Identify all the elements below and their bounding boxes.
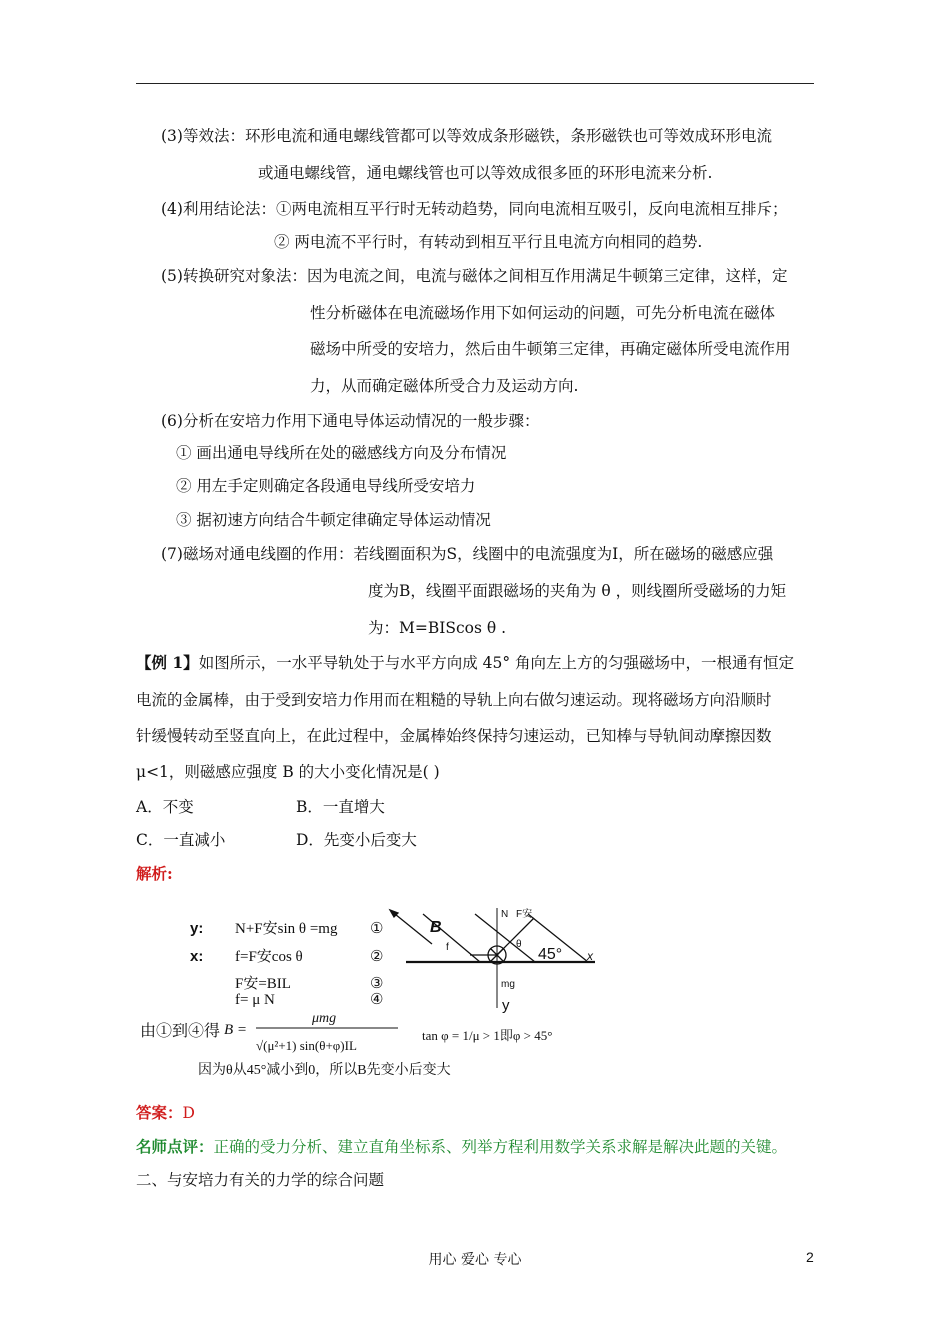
text-line: 或通电螺线管，通电螺线管也可以等效成很多匝的环形电流来分析.	[258, 164, 713, 182]
text-line: 磁场中所受的安培力，然后由牛顿第三定律，再确定磁体所受电流作用	[310, 340, 791, 358]
fig-n4: ④	[370, 992, 384, 1008]
fig-eq2: f=F安cos θ	[235, 949, 303, 965]
option-c: C．一直减小	[136, 831, 226, 849]
diagram-y: y	[502, 997, 510, 1014]
fig-conclusion: 因为θ从45°减小到0，所以B先变小后变大	[198, 1063, 451, 1078]
solution-figure	[140, 900, 640, 1090]
comment-text: 正确的受力分析、建立直角坐标系、列举方程利用数学关系求解是解决此题的关键。	[213, 1138, 788, 1156]
fig-denominator: √(μ²+1) sin(θ+φ)IL	[256, 1038, 357, 1053]
fig-n1: ①	[370, 921, 384, 937]
force-diagram	[390, 908, 595, 1008]
diagram-theta: θ	[516, 939, 522, 950]
text-line: ① 画出通电导线所在处的磁感线方向及分布情况	[176, 444, 507, 462]
diagram-F: F安	[516, 909, 533, 920]
fig-b-eq: B =	[224, 1022, 248, 1038]
comment-label: 名师点评：	[136, 1137, 214, 1156]
text-line: 性分析磁体在电流磁场作用下如何运动的问题，可先分析电流在磁体	[310, 304, 776, 322]
analysis-label: 解析:	[136, 864, 173, 883]
option-b: B．一直增大	[296, 798, 385, 816]
text-line: 度为B，线圈平面跟磁场的夹角为 θ ，则线圈所受磁场的力矩	[368, 582, 787, 600]
diagram-mg: mg	[501, 979, 515, 990]
diagram-x: x	[587, 949, 593, 963]
fig-x-label: x:	[190, 948, 204, 965]
example-text: 如图所示，一水平导轨处于与水平方向成 45° 角向左上方的匀强磁场中，一根通有恒定	[198, 654, 795, 672]
fig-eq3: F安=BIL	[235, 976, 291, 992]
option-d: D．先变小后变大	[296, 831, 417, 849]
example-label: 【例 1】	[136, 653, 199, 672]
text-line: (6)分析在安培力作用下通电导体运动情况的一般步骤：	[161, 412, 540, 430]
diagram-B: B	[430, 919, 442, 936]
diagram-f: f	[446, 942, 449, 953]
diagram-45: 45°	[538, 946, 563, 963]
example-line-3: 针缓慢转动至竖直向上，在此过程中，金属棒始终保持匀速运动，已知棒与导轨间动摩擦因数	[136, 727, 772, 745]
fig-n3: ③	[370, 976, 384, 992]
fig-y-label: y:	[190, 920, 204, 937]
comment-line	[136, 1137, 787, 1157]
example-line-1	[136, 653, 794, 673]
fig-eq4: f= μ N	[235, 992, 275, 1008]
answer-label: 答案：	[136, 1103, 183, 1122]
text-line: (3)等效法：环形电流和通电螺线管都可以等效成条形磁铁，条形磁铁也可等效成环形电流	[161, 127, 772, 145]
section-heading: 二、与安培力有关的力学的综合问题	[136, 1171, 385, 1189]
header-rule	[136, 83, 814, 84]
fig-from: 由①到④得	[140, 1023, 221, 1040]
text-line: ③ 据初速方向结合牛顿定律确定导体运动情况	[176, 511, 491, 529]
example-line-4: μ<1，则磁感应强度 B 的大小变化情况是( )	[136, 763, 440, 781]
diagram-N: N	[501, 909, 509, 920]
fig-eq1: N+F安sin θ =mg	[235, 921, 338, 937]
example-line-2: 电流的金属棒，由于受到安培力作用而在粗糙的导轨上向右做匀速运动。现将磁场方向沿顺时	[136, 691, 772, 709]
text-line: 为：M=BIScos θ .	[368, 619, 507, 637]
answer-value: D	[182, 1104, 195, 1122]
text-line: (4)利用结论法：①两电流相互平行时无转动趋势，同向电流相互吸引，反向电流相互排斥；	[161, 200, 788, 218]
page-footer: 用心 爱心 专心	[428, 1252, 522, 1268]
fig-numerator: μmg	[312, 1011, 337, 1026]
text-line: (5)转换研究对象法：因为电流之间，电流与磁体之间相互作用满足牛顿第三定律，这样，定	[161, 267, 788, 285]
text-line: 力，从而确定磁体所受合力及运动方向.	[310, 377, 579, 395]
option-a: A．不变	[136, 798, 194, 816]
fig-tan: tan φ = 1/μ > 1即φ > 45°	[422, 1028, 553, 1043]
text-line: ② 用左手定则确定各段通电导线所受安培力	[176, 477, 476, 495]
text-line: ② 两电流不平行时，有转动到相互平行且电流方向相同的趋势.	[274, 233, 703, 251]
fig-n2: ②	[370, 949, 384, 965]
answer-line	[136, 1103, 195, 1123]
text-line: (7)磁场对通电线圈的作用：若线圈面积为S，线圈中的电流强度为I，所在磁场的磁感应强	[161, 545, 774, 563]
page-number: 2	[806, 1249, 814, 1265]
